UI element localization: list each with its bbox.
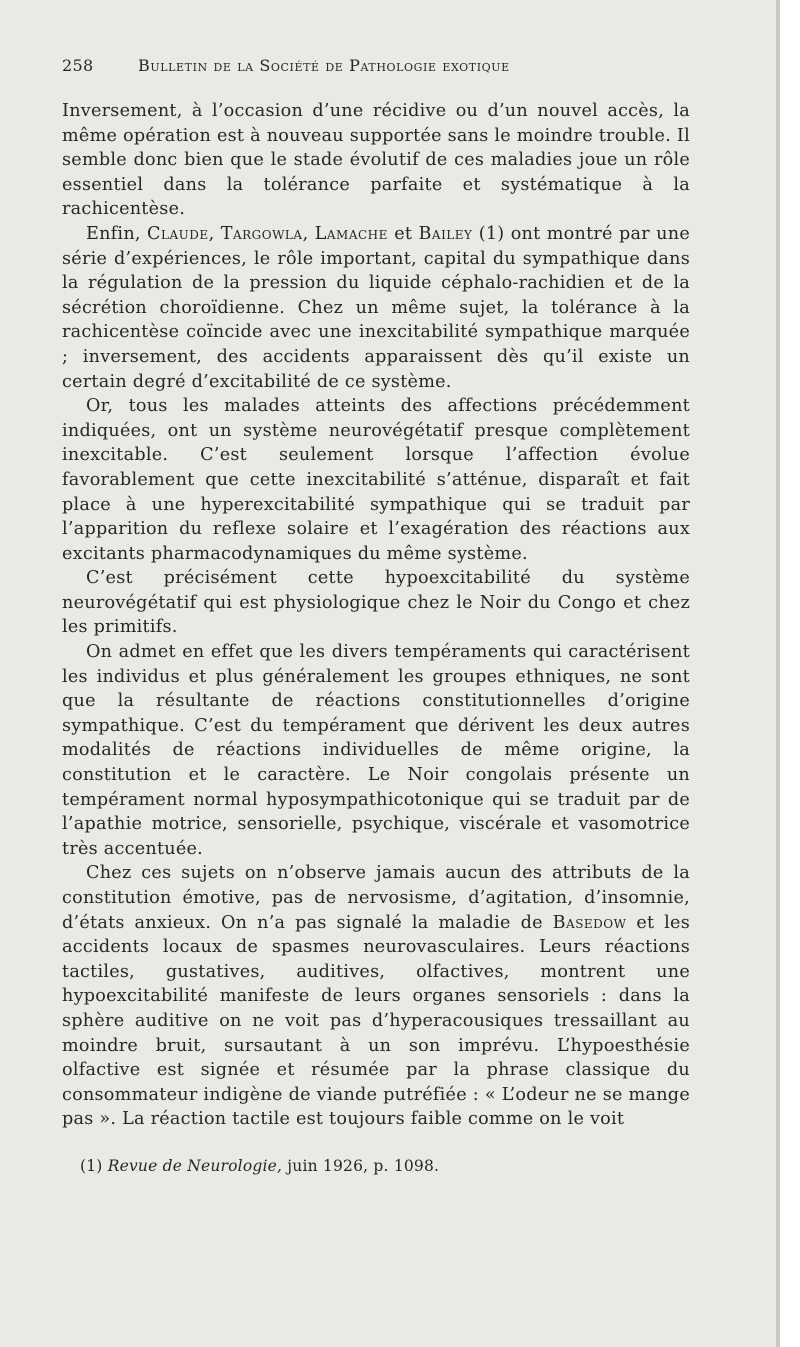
author-targowla: Targowla xyxy=(220,223,303,244)
footnote-reference: (1) xyxy=(472,223,511,244)
name-basedow: Basedow xyxy=(552,912,627,933)
page-edge xyxy=(776,0,780,1347)
author-bailey: Bailey xyxy=(418,223,473,244)
author-separator: , xyxy=(302,223,315,244)
paragraph-2-lead: Enfin, xyxy=(86,223,148,244)
author-claude: Claude xyxy=(147,223,209,244)
footnote-details: juin 1926, p. 1098. xyxy=(287,1156,440,1175)
author-separator: , xyxy=(208,223,221,244)
author-conjunction: et xyxy=(387,223,419,244)
footnote xyxy=(62,1156,690,1176)
paragraph-2-text: ont montré par une série d’expériences, le rôle important, capital du sympathique dans la régulation de la pression du liquide céphalo-rachidien et de la sécrétion choroïdienne. Chez un même sujet, la tolérance à la rachicentèse coïncide avec une inexcitabilité sympathique marquée ; inversement, des accidents apparaissent dès qu’il existe un certain degré d’excitabilité de ce système. xyxy=(62,223,691,392)
paragraph-6-text-after: et les accidents locaux de spasmes neurovasculaires. Leurs réactions tactiles, gustatives, auditives, olfactives, montrent une hypoexcitabilité manifeste de leurs organes sensoriels : dans la sphère auditive on ne voit pas d’hyperacousiques tressaillant au moindre bruit, sursautant à un son imprévu. L’hypoesthésie olfactive est signée et résumée par la phrase classique du consommateur indigène de viande putréfiée : « L’odeur ne se mange pas ». La réaction tactile est toujours faible comme on le voit xyxy=(62,912,690,1130)
page-number: 258 xyxy=(62,56,94,75)
paragraph-1: Inversement, à l’occasion d’une récidive ou d’un nouvel accès, la même opération est à nouveau supportée sans le moindre trouble. Il semble donc bien que le stade évolutif de ces maladies joue un rôle essentiel dans la tolérance parfaite et systématique à la rachicentèse. xyxy=(62,101,690,220)
journal-title: Bulletin de la Société de Pathologie exotique xyxy=(138,56,510,75)
paragraph-2 xyxy=(62,222,690,394)
paragraph-3: Or, tous les malades atteints des affections précédemment indiquées, ont un système neurovégétatif presque complètement inexcitable. C’est seulement lorsque l’affection évolue favorablement que cette inexcitabilité s’atténue, disparaît et fait place à une hyperexcitabilité sympathique qui se traduit par l’apparition du reflexe solaire et l’exagération des réactions aux excitants pharmacodynamiques du même système. xyxy=(62,396,690,564)
running-head xyxy=(62,56,690,75)
footnote-source: Revue de Neurologie, xyxy=(107,1156,283,1175)
author-lamache: Lamache xyxy=(314,223,388,244)
paragraph-5: On admet en effet que les divers tempéraments qui caractérisent les individus et plus généralement les groupes ethniques, ne sont que la résultante de réactions constitutionnelles d’origine sympathique. C’est du tempérament que dérivent les deux autres modalités de réactions individuelles de même origine, la constitution et le caractère. Le Noir congolais présente un tempérament normal hyposympathicotonique qui se traduit par de l’apathie motrice, sensorielle, psychique, viscérale et vasomotrice très accentuée. xyxy=(62,642,690,859)
article-body xyxy=(62,99,690,1132)
paragraph-4: C’est précisément cette hypoexcitabilité du système neurovégétatif qui est physiologique chez le Noir du Congo et chez les primitifs. xyxy=(62,568,690,638)
footnote-marker: (1) xyxy=(80,1156,103,1175)
paragraph-6 xyxy=(62,861,690,1132)
paragraph-6-text-before: Chez ces sujets on n’observe jamais aucun des attributs de la constitution émotive, pas de nervosisme, d’agitation, d’insomnie, d’états anxieux. On n’a pas signalé la maladie de xyxy=(62,863,690,933)
